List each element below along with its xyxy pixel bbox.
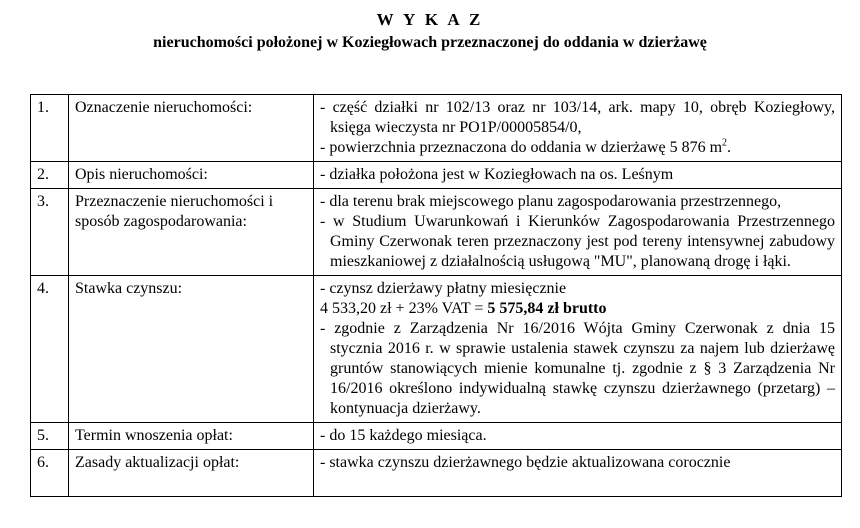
row-label: Zasady aktualizacji opłat:	[69, 450, 314, 497]
list-item: - w Studium Uwarunkowań i Kierunków Zagospodarowania Przestrzennego Gminy Czerwonak teren przeznaczony jest pod tereny intensywnej zabudowy mieszkaniowej z działalnością usługową "MU", planowaną drogę i łąki.	[320, 213, 835, 270]
row-label: Stawka czynszu:	[69, 276, 314, 423]
row-label: Oznaczenie nieruchomości:	[69, 95, 314, 162]
row-content	[314, 189, 842, 276]
row-number: 6.	[31, 450, 69, 497]
area-suffix: .	[727, 139, 732, 156]
document-subtitle: nieruchomości położonej w Koziegłowach przeznaczonej do oddania w dzierżawę	[153, 34, 707, 51]
row-content	[314, 162, 842, 189]
row-content	[314, 450, 842, 497]
row-content	[314, 423, 842, 450]
table-row	[31, 95, 842, 162]
list-item: - część działki nr 102/13 oraz nr 103/14, ark. mapy 10, obręb Koziegłowy, księga wieczysta nr PO1P/00005854/0,	[320, 99, 835, 136]
list-item: - dla terenu brak miejscowego planu zagospodarowania przestrzennego,	[320, 193, 782, 210]
property-table	[30, 94, 842, 497]
list-item: - zgodnie z Zarządzenia Nr 16/2016 Wójta Gminy Czerwonak z dnia 15 stycznia 2016 r. w sprawie ustalenia stawek czynszu za najem lub dzierżawę gruntów stanowiących mienie komunalne tj. zgodnie z § 3 Zarządzenia Nr 16/2016 określono indywidualną stawkę czynszu dzierżawnego (przetarg) – kontynuacja dzierżawy.	[320, 320, 835, 417]
document-title: W Y K A Z	[376, 10, 484, 29]
table-row	[31, 162, 842, 189]
table-row	[31, 450, 842, 497]
list-item: - działka położona jest w Koziegłowach na os. Leśnym	[320, 166, 674, 183]
rent-net-vat: 4 533,20 zł + 23% VAT =	[320, 300, 488, 317]
row-number: 2.	[31, 162, 69, 189]
row-number: 5.	[31, 423, 69, 450]
list-item	[320, 138, 835, 158]
rent-amount-line	[320, 299, 835, 319]
table-row	[31, 189, 842, 276]
row-content	[314, 276, 842, 423]
row-number: 1.	[31, 95, 69, 162]
row-number: 4.	[31, 276, 69, 423]
list-item: - stawka czynszu dzierżawnego będzie aktualizowana corocznie	[320, 454, 731, 471]
rent-gross-total: 5 575,84 zł brutto	[487, 300, 607, 317]
row-label: Opis nieruchomości:	[69, 162, 314, 189]
area-text: - powierzchnia przeznaczona do oddania w dzierżawę 5 876 m	[320, 139, 723, 156]
list-item: - czynsz dzierżawy płatny miesięcznie	[320, 280, 567, 297]
row-number: 3.	[31, 189, 69, 276]
row-label: Przeznaczenie nieruchomości i sposób zagospodarowania:	[69, 189, 314, 276]
table-row	[31, 423, 842, 450]
row-label: Termin wnoszenia opłat:	[69, 423, 314, 450]
table-row	[31, 276, 842, 423]
row-content	[314, 95, 842, 162]
list-item: - do 15 każdego miesiąca.	[320, 427, 487, 444]
area-unit-superscript: 2	[722, 137, 728, 149]
